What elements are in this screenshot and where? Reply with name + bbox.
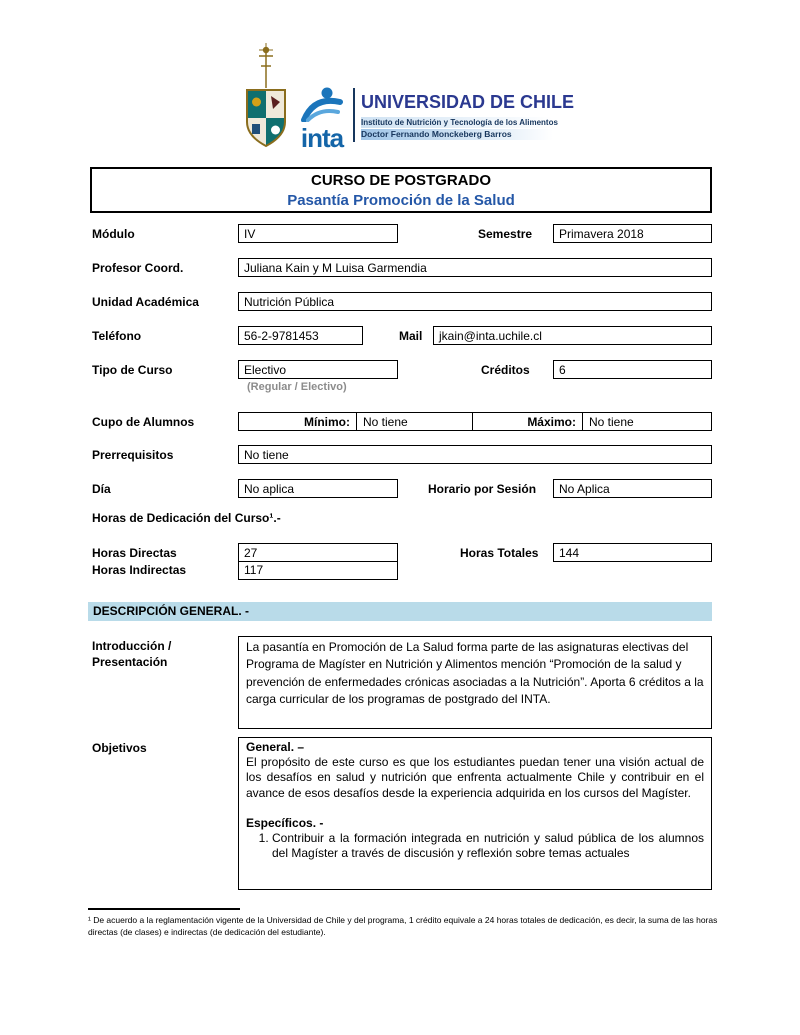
objetivos-text-box[interactable] — [238, 737, 712, 890]
inta-figure-icon — [300, 86, 344, 122]
semestre-label: Semestre — [478, 227, 533, 241]
course-type-title: CURSO DE POSTGRADO — [310, 172, 491, 189]
dia-label: Día — [92, 482, 111, 496]
introduccion-label-line2: Presentación — [92, 655, 168, 669]
institute-founder: Doctor Fernando Monckeberg Barros — [361, 129, 553, 140]
objetivos-spacer — [246, 801, 704, 816]
objetivos-general-title: General. – — [246, 740, 305, 754]
mail-field[interactable]: jkain@inta.uchile.cl — [433, 326, 712, 345]
unidad-label: Unidad Académica — [92, 295, 199, 309]
objetivos-label: Objetivos — [92, 741, 147, 755]
profesor-field[interactable]: Juliana Kain y M Luisa Garmendia — [238, 258, 712, 277]
cupo-maximo-label: Máximo: — [473, 413, 583, 430]
institute-name: Instituto de Nutrición y Tecnología de los Alimentos — [361, 118, 558, 127]
horario-label: Horario por Sesión — [428, 482, 537, 496]
tipo-curso-field[interactable]: Electivo — [238, 360, 398, 379]
inta-wordmark: inta — [300, 123, 344, 153]
telefono-field[interactable]: 56-2-9781453 — [238, 326, 363, 345]
dia-field[interactable]: No aplica — [238, 479, 398, 498]
cupo-minimo-label: Mínimo: — [239, 413, 357, 430]
horas-indirectas-field[interactable]: 117 — [238, 561, 398, 580]
footnote-divider — [88, 908, 240, 910]
document-title-box — [90, 167, 712, 213]
creditos-label: Créditos — [481, 363, 530, 377]
cupo-field-group — [238, 412, 712, 431]
horas-totales-label: Horas Totales — [460, 546, 539, 560]
horario-field[interactable]: No Aplica — [553, 479, 712, 498]
modulo-label: Módulo — [92, 227, 135, 241]
mail-label: Mail — [399, 329, 423, 343]
footnote-text: ¹ De acuerdo a la reglamentación vigente de la Universidad de Chile y del programa, 1 crédito equivale a 24 horas totales de dedicación, es decir, la suma de las horas directas (de clases) e indirectas (de dedicación del estudiante). — [88, 915, 718, 937]
university-name: UNIVERSIDAD DE CHILE — [361, 92, 575, 112]
unidad-field[interactable]: Nutrición Pública — [238, 292, 712, 311]
descripcion-section-header: DESCRIPCIÓN GENERAL. - — [88, 602, 712, 621]
introduccion-text-box[interactable]: La pasantía en Promoción de La Salud forma parte de las asignaturas electivas del Programa de Magíster en Nutrición y Alimentos mención “Promoción de la salud y prevención de enfermedades crónicas asociadas a la Nutrición”. Aporta 6 créditos a la carga curricular de los programas de postgrado del INTA. — [238, 636, 712, 729]
horas-totales-field[interactable]: 144 — [553, 543, 712, 562]
horas-dedicacion-heading: Horas de Dedicación del Curso¹.- — [92, 511, 281, 525]
objetivos-especifico-item: 1. Contribuir a la formación integrada en nutrición y salud pública de los alumnos del Magíster a través de discusión y reflexión sobre temas actuales — [272, 831, 704, 861]
introduccion-label-line1: Introducción / — [92, 639, 172, 653]
modulo-field[interactable]: IV — [238, 224, 398, 243]
logo-divider — [353, 88, 355, 142]
creditos-field[interactable]: 6 — [553, 360, 712, 379]
tipo-curso-label: Tipo de Curso — [92, 363, 173, 377]
profesor-label: Profesor Coord. — [92, 261, 184, 275]
objetivos-general-text: El propósito de este curso es que los estudiantes puedan tener una visión actual de los desafíos en salud y nutrición que enfrenta actualmente Chile y contribuir en el avance de esos desafíos desde la experiencia adquirida en los cursos del Magíster. — [246, 755, 704, 800]
horas-directas-field[interactable]: 27 — [238, 543, 398, 562]
objetivos-especificos-list — [246, 831, 704, 861]
tipo-curso-hint: (Regular / Electivo) — [247, 381, 347, 393]
cupo-maximo-field[interactable]: No tiene — [589, 414, 634, 429]
horas-indirectas-label: Horas Indirectas — [92, 563, 187, 577]
objetivos-especificos-title: Específicos. - — [246, 816, 324, 830]
horas-directas-label: Horas Directas — [92, 546, 177, 560]
university-crest-icon — [242, 42, 290, 155]
course-name-title: Pasantía Promoción de la Salud — [287, 192, 515, 209]
telefono-label: Teléfono — [92, 329, 142, 343]
cupo-label: Cupo de Alumnos — [92, 415, 195, 429]
prerrequisitos-label: Prerrequisitos — [92, 448, 174, 462]
inta-logo — [296, 86, 348, 153]
prerrequisitos-field[interactable]: No tiene — [238, 445, 712, 464]
cupo-minimo-field[interactable]: No tiene — [357, 413, 473, 430]
semestre-field[interactable]: Primavera 2018 — [553, 224, 712, 243]
